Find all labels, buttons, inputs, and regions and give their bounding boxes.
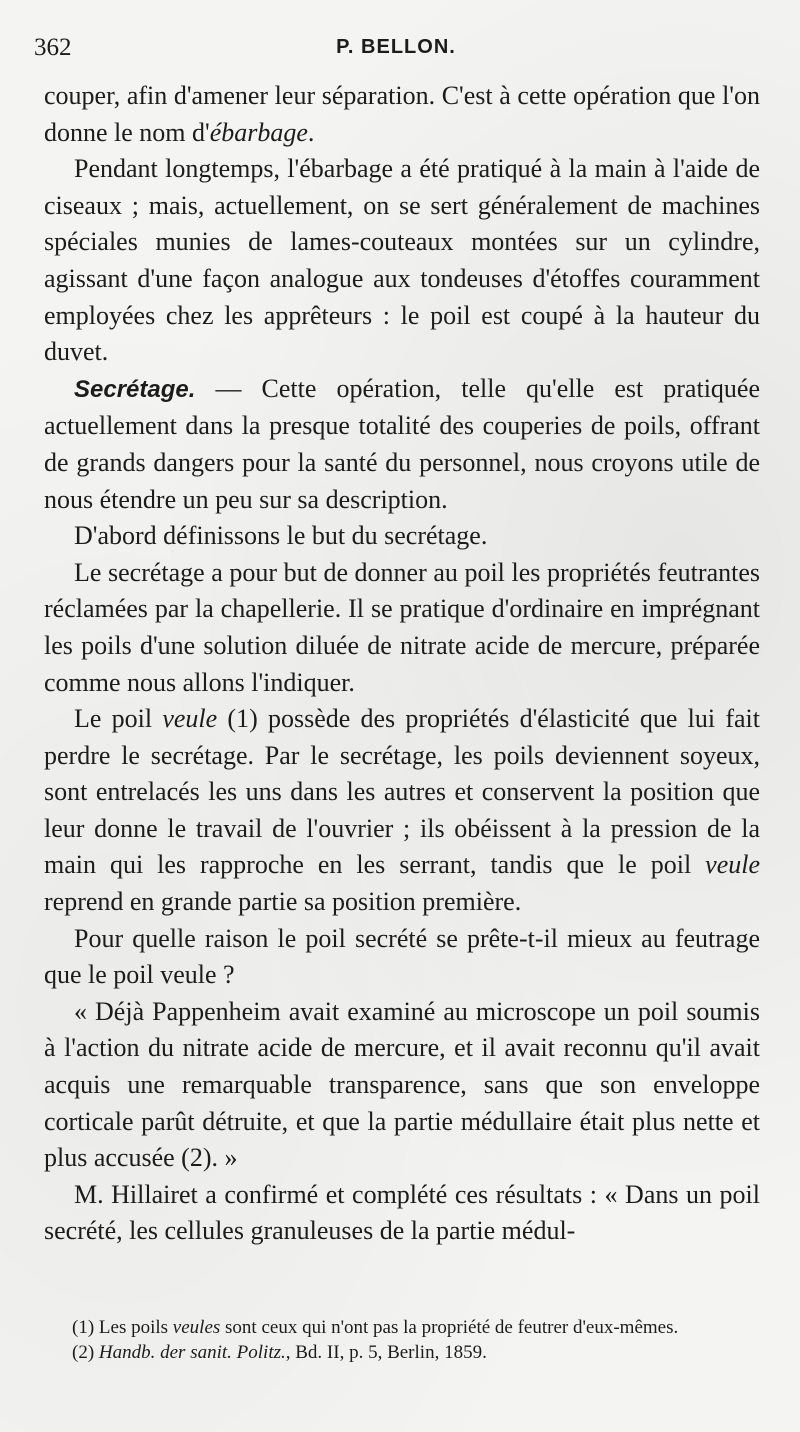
emphasis-veule: veule <box>162 704 218 734</box>
paragraph-definition: D'abord définissons le but du secrétage. <box>74 521 488 551</box>
text-run: . <box>307 117 315 147</box>
section-title-secretage: Secrétage. <box>74 375 196 403</box>
emphasis-veules: veules <box>172 1317 221 1338</box>
footnotes <box>44 1315 764 1365</box>
page-header <box>34 34 758 70</box>
text-run: reprend en grande partie sa position première. <box>44 887 522 917</box>
text-run: (1) possède des propriétés d'élasticité que lui fait perdre le secrétage. Par le secrétage, les poils deviennent soyeux, sont entrelacés les uns dans les autres et conservent la position que leur donne le travail de l'ouvrier ; ils obéissent à la pression de la main qui les rapproche en les serrant, tandis que le poil <box>44 704 761 880</box>
paragraph-question: Pour quelle raison le poil secrété se prête-t-il mieux au feutrage que le poil veule ? <box>44 923 760 990</box>
text-run: Le poil <box>74 704 163 734</box>
footnote-2 <box>44 1340 764 1365</box>
text-run: (2) <box>72 1342 99 1363</box>
text-run: sont ceux qui n'ont pas la propriété de feutrer d'eux-mêmes. <box>220 1317 679 1338</box>
paragraph-purpose: Le secrétage a pour but de donner au poil les propriétés feutrantes réclamées par la chapellerie. Il se pratique d'ordinaire en imprégnant les poils d'une solution diluée de nitrate acide de mercure, préparée comme nous allons l'indiquer. <box>44 557 760 697</box>
paragraph-veule <box>44 701 760 921</box>
text-run: (1) Les poils <box>72 1317 173 1338</box>
running-head: P. BELLON. <box>336 36 456 58</box>
text-run: couper, afin d'amener leur séparation. C'est à cette opération que l'on donne le nom d' <box>44 81 760 147</box>
text-run: , Bd. II, p. 5, Berlin, 1859. <box>285 1342 487 1363</box>
citation-title: Handb. der sanit. Politz. <box>98 1342 286 1363</box>
paragraph-hillairet: M. Hillairet a confirmé et complété ces résultats : « Dans un poil secrété, les cellules granuleuses de la partie médul- <box>44 1179 760 1246</box>
footnote-1 <box>44 1315 764 1340</box>
paragraph-ebarbage-intro <box>44 78 760 151</box>
emphasis-veule: veule <box>705 850 760 880</box>
paragraph-pappenheim-quote: « Déjà Pappenheim avait examiné au microscope un poil soumis à l'action du nitrate acide de mercure, et il avait reconnu qu'il avait acquis une remarquable transparence, sans que son enveloppe corticale parût détruite, et que la partie médullaire était plus nette et plus accusée (2). » <box>44 996 760 1173</box>
paragraph-secretage-section <box>44 371 760 518</box>
paragraph-ebarbage-method: Pendant longtemps, l'ébarbage a été pratiqué à la main à l'aide de ciseaux ; mais, actuellement, on se sert généralement de machines spéciales munies de lames-couteaux montées sur un cylindre, agissant d'une façon analogue aux tondeuses d'étoffes couramment employées chez les apprêteurs : le poil est coupé à la hauteur du duvet. <box>44 154 760 367</box>
text-run: — Cette opération, telle qu'elle est pratiquée actuellement dans la presque totalité des couperies de poils, offrant de grands dangers pour la santé du personnel, nous croyons utile de nous étendre un peu sur sa description. <box>44 373 760 514</box>
body-text <box>44 78 760 1250</box>
emphasis-ebarbage: ébarbage <box>209 117 308 147</box>
page-number: 362 <box>34 34 72 61</box>
